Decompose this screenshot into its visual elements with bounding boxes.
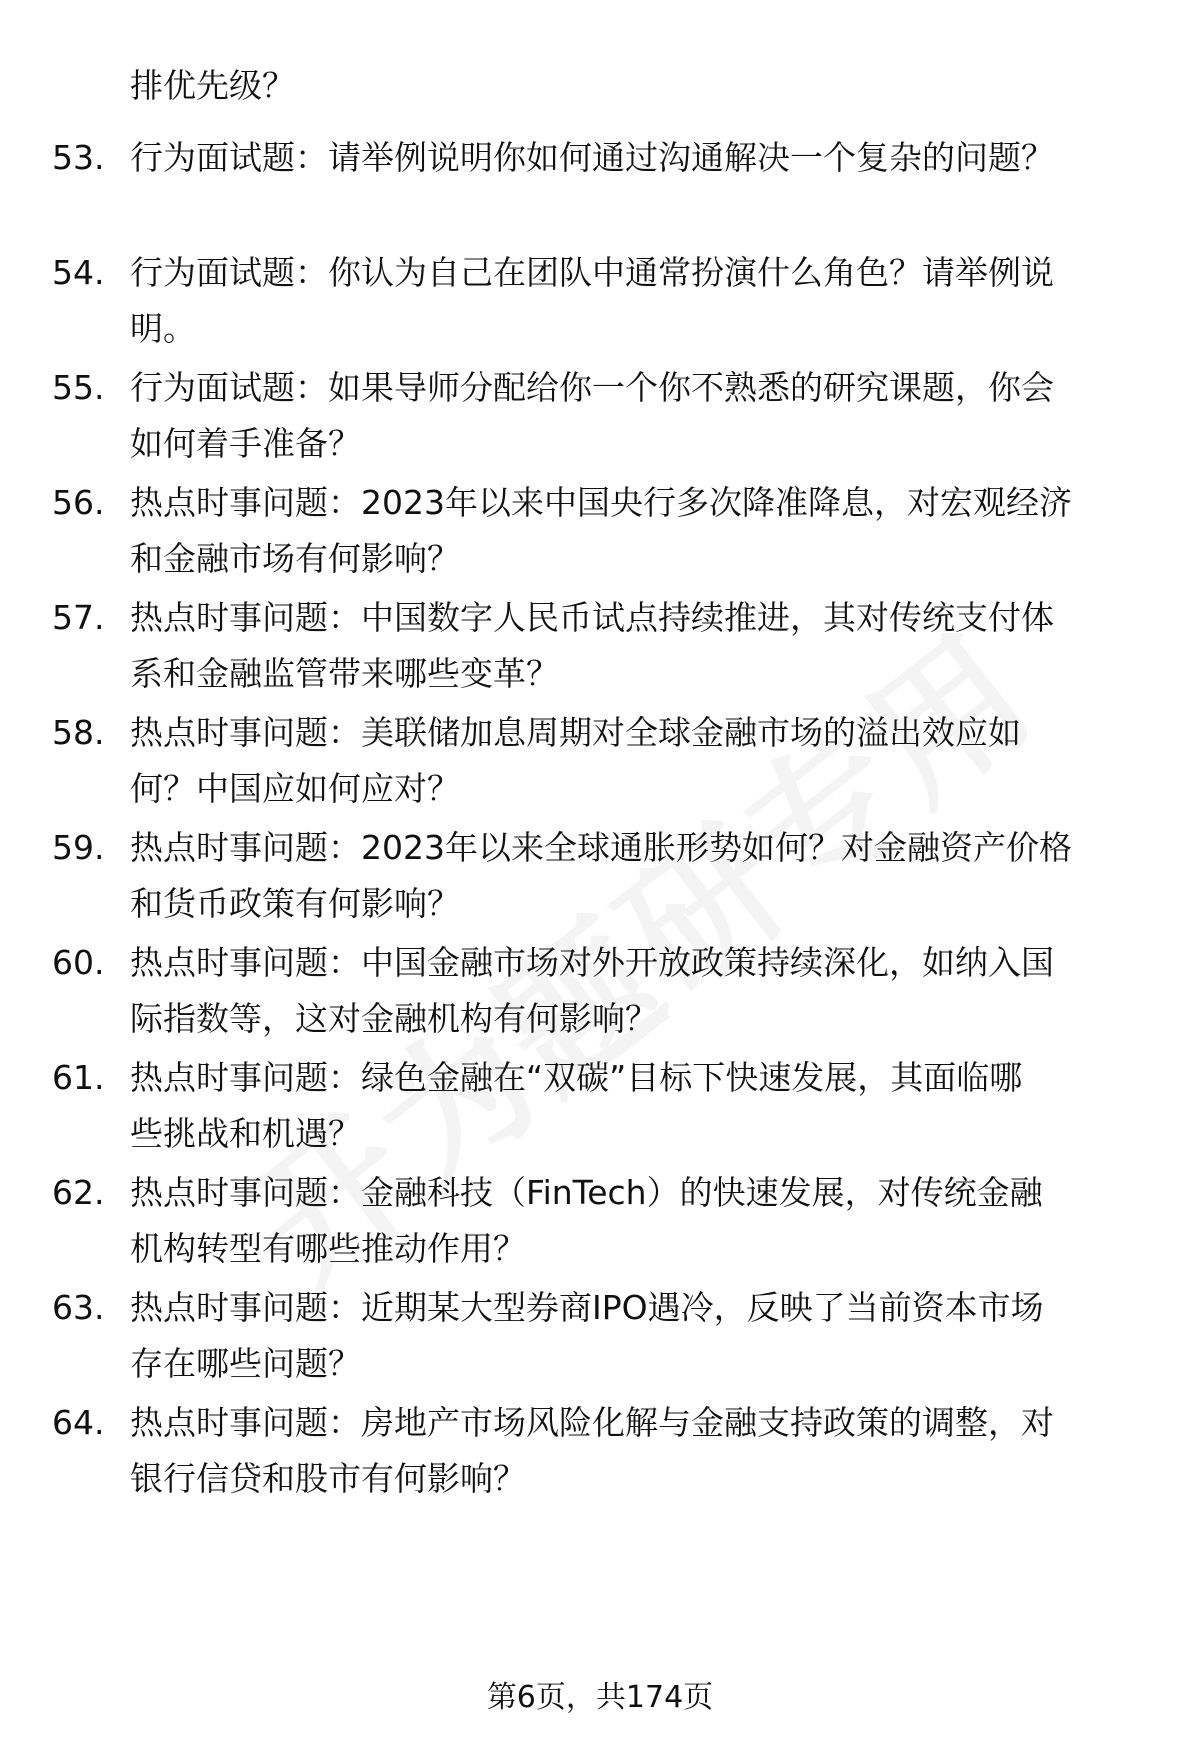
question-number: 61.	[52, 1058, 105, 1097]
question-text-line: 热点时事问题：房地产市场风险化解与金融支持政策的调整，对	[130, 1403, 1054, 1442]
question-text-line: 热点时事问题：中国金融市场对外开放政策持续深化，如纳入国	[130, 943, 1054, 982]
question-text-line: 和货币政策有何影响？	[130, 884, 460, 923]
question-text-line: 热点时事问题：中国数字人民币试点持续推进，其对传统支付体	[130, 598, 1054, 637]
question-text-line: 际指数等，这对金融机构有何影响？	[130, 999, 658, 1038]
question-text-line: 如何着手准备？	[130, 424, 361, 463]
question-item	[0, 130, 1200, 260]
question-text	[130, 820, 1150, 932]
question-item	[0, 1050, 1200, 1180]
question-number: 64.	[52, 1403, 105, 1442]
question-text	[130, 1395, 1150, 1507]
question-text-line: 行为面试题：请举例说明你如何通过沟通解决一个复杂的问题？	[130, 138, 1054, 177]
question-text-line: 存在哪些问题？	[130, 1344, 361, 1383]
question-text	[130, 245, 1150, 357]
question-text	[130, 360, 1150, 472]
question-number: 53.	[52, 138, 105, 177]
question-item	[0, 1280, 1200, 1410]
page-indicator: 第6页，共174页	[486, 1680, 714, 1715]
question-text	[130, 1280, 1150, 1392]
question-number: 62.	[52, 1173, 105, 1212]
question-text-line: 和金融市场有何影响？	[130, 539, 460, 578]
question-text-line: 热点时事问题：近期某大型券商IPO遇冷，反映了当前资本市场	[130, 1288, 1044, 1327]
question-item	[0, 1395, 1200, 1525]
question-text-line: 机构转型有哪些推动作用？	[130, 1229, 526, 1268]
question-text-line: 热点时事问题：美联储加息周期对全球金融市场的溢出效应如	[130, 713, 1021, 752]
question-number: 59.	[52, 828, 105, 867]
question-number: 58.	[52, 713, 105, 752]
question-number: 63.	[52, 1288, 105, 1327]
question-text	[130, 1165, 1150, 1277]
question-item	[0, 245, 1200, 375]
question-number: 54.	[52, 253, 105, 292]
question-text	[130, 935, 1150, 1047]
question-text	[130, 475, 1150, 587]
question-text-line: 行为面试题：如果导师分配给你一个你不熟悉的研究课题，你会	[130, 368, 1054, 407]
question-text-line: 些挑战和机遇？	[130, 1114, 361, 1153]
question-text	[130, 590, 1150, 702]
question-text-line: 行为面试题：你认为自己在团队中通常扮演什么角色？请举例说	[130, 253, 1054, 292]
continued-question-text: 排优先级？	[130, 66, 295, 105]
question-number: 55.	[52, 368, 105, 407]
question-text	[130, 1050, 1150, 1162]
question-text-line: 银行信贷和股市有何影响？	[130, 1459, 526, 1498]
question-text-line: 系和金融监管带来哪些变革？	[130, 654, 559, 693]
question-text-line: 热点时事问题：金融科技（FinTech）的快速发展，对传统金融	[130, 1173, 1043, 1212]
question-item	[0, 590, 1200, 720]
question-item	[0, 935, 1200, 1065]
question-number: 56.	[52, 483, 105, 522]
question-text-line: 热点时事问题：绿色金融在“双碳”目标下快速发展，其面临哪	[130, 1058, 1023, 1097]
question-item	[0, 475, 1200, 605]
question-text-line: 热点时事问题：2023年以来全球通胀形势如何？对金融资产价格	[130, 828, 1072, 867]
question-text-line: 热点时事问题：2023年以来中国央行多次降准降息，对宏观经济	[130, 483, 1072, 522]
question-text-line: 明。	[130, 309, 196, 348]
question-number: 60.	[52, 943, 105, 982]
question-text	[130, 705, 1150, 817]
question-item	[0, 705, 1200, 835]
question-item	[0, 1165, 1200, 1295]
page-footer	[0, 1676, 1200, 1720]
question-number: 57.	[52, 598, 105, 637]
question-item	[0, 820, 1200, 950]
question-text	[130, 130, 1150, 186]
question-item	[0, 360, 1200, 490]
question-text-line: 何？中国应如何应对？	[130, 769, 460, 808]
